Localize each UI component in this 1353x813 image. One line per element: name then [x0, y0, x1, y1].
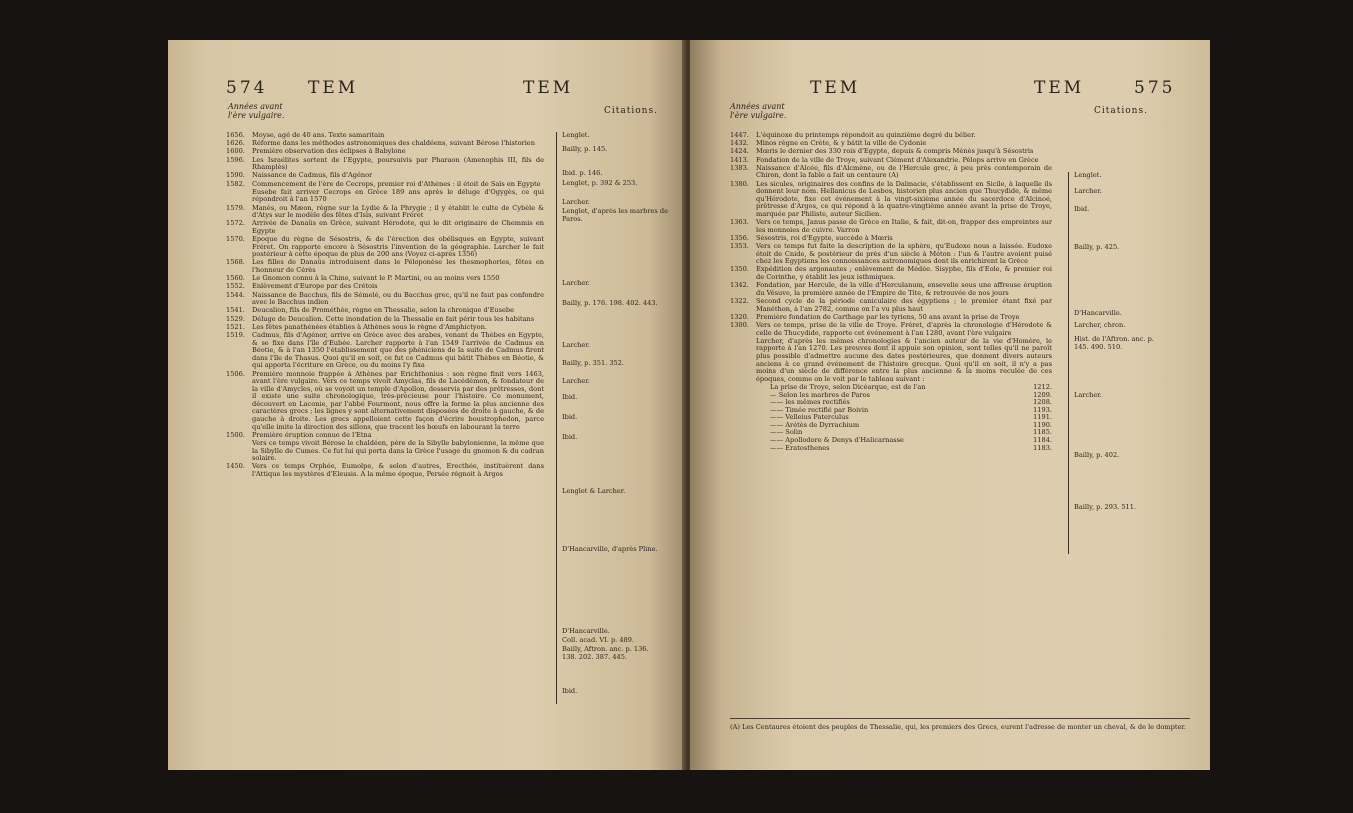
entry: 1320. Première fondation de Carthage par les tyriens, 50 ans avant la prise de Troye: [730, 312, 1020, 321]
citations-column: [1074, 132, 1194, 732]
entry: 1353. Vers ce temps fut faite la description de la sphère, qu'Eudoxe nous a laissée. Eudoxe étoit de Cnide, & postérieur de près d'un siècle à Méton : l'un & l'autre avoient puisé chez les Egyptiens les connoissances astronomiques dont ils enrichirent la Grèce: [730, 242, 1052, 266]
citation: Bailly, Aftron. anc. p. 136. 138. 202. 387. 445.: [562, 645, 649, 661]
entry: 1600. Première observation des éclipses à Babylone: [226, 147, 406, 156]
citation: Larcher.: [562, 198, 590, 206]
citation: Lenglet.: [1074, 171, 1102, 179]
entry: 1500. Première éruption connue de l'Etna: [226, 430, 372, 439]
entry: 1572. Arrivée de Danaüs en Grèce, suivant Hérodote, qui le dit originaire de Chemmis en Egypte: [226, 219, 544, 235]
entry: 1506. Première monnoie frappée à Athènes par Erichthonius : son règne finit vers 1463, avant l'ère vulgaire. Vers ce temps vivoit Amyclas, fils de Lacédémon, & fondateur de la ville d'Amycles, où se voyoit un temple d'Apollon, desservis par des prêtresses, dont il existe une suite chronologique, très-précieuse pour l'histoire. Ce monument, découvert en Laconie, par l'abbé Fourmont, nous offre la forme la plus ancienne des caractères grecs ; les lignes y sont alternativement disposées de droite à gauche, & de gauche à droite. Les grecs appelloient cette façon d'écrire boustrophedon, parce qu'elle imite la direction des sillons, que tracent les bœufs en labourant la terre: [226, 369, 544, 431]
entry: 1560. Le Gnomon connu à la Chine, suivant le P. Martini, ou au moins vers 1550: [226, 274, 500, 283]
entry: 1529. Déluge de Deucalion. Cette inondation de la Thessalie en fait périr tous les habitans: [226, 314, 535, 323]
chronology-entries: [730, 132, 1052, 453]
entry: 1552. Enlèvement d'Europe par des Crétois: [226, 282, 378, 291]
entry: 1570. Epoque du règne de Sésostris, & de l'érection des obélisques en Egypte, suivant Fréret. On rapporte encore à Sésostris l'invention de la géographie. Larcher le fait postérieur à cette époque de plus de 200 ans (Voyez ci-après 1356): [226, 235, 544, 259]
table-intro: La prise de Troye, selon Dicéarque, est de l'an 1212.: [770, 382, 1052, 391]
entry: 1590. Naissance de Cadmus, fils d'Agénor: [226, 171, 373, 180]
column-subtitle: Années avant l'ère vulgaire.: [730, 102, 787, 120]
entry: Eusebe fait arriver Cecrops en Grèce 189 ans après le déluge d'Ogygès, ce qui répondroit à l'an 1570: [252, 187, 544, 204]
entry: 1656. Moyse, agé de 40 ans. Texte samaritain: [226, 131, 385, 139]
entry: 1432. Minos règne en Crète, & y bâtit la ville de Cydonie: [730, 139, 927, 148]
citation: Larcher.: [562, 279, 590, 287]
table-row: —— Arétès de Dyrrachium 1190.: [770, 420, 1052, 429]
citation: Bailly, p. 402.: [1074, 451, 1120, 459]
running-head-right: TEM: [523, 78, 574, 98]
entry: 1521. Les fêtes panathénées établies à Athènes sous le règne d'Amphictyon.: [226, 322, 487, 331]
citation: Ibid. p. 146.: [562, 169, 603, 177]
bracket-rule: [1068, 172, 1069, 554]
citation: Larcher, chron.: [1074, 321, 1126, 329]
bracket-rule: [556, 132, 557, 704]
citation: Lenglet, d'après les marbres de Paros.: [562, 207, 669, 223]
entry: 1363. Vers ce temps, Janus passe de Grèce en Italie, & fait, dit-on, frapper des empreintes sur les monnoies de cuivre. Varron: [730, 218, 1052, 234]
table-row: —— Velleius Paterculus 1191.: [770, 413, 1052, 422]
column-subtitle: Années avant l'ère vulgaire.: [228, 102, 285, 120]
citation: Lenglet, p. 392 & 253.: [562, 179, 638, 187]
citation: Ibid.: [562, 413, 578, 421]
entry: 1450. Vers ce temps Orphée, Eumolpe, & selon d'autres, Erecthée, instituèrent dans l'Attique les mystères d'Eleusis. A la même époque, Persée régnoit à Argos: [226, 462, 544, 478]
citation: Bailly, p. 145.: [562, 145, 608, 153]
citation: Ibid.: [562, 393, 578, 401]
page-number: 574: [226, 78, 268, 98]
citation: Ibid.: [562, 687, 578, 695]
entry: Vers ce temps vivoit Bérose le chaldéen, père de la Sibylle babylonienne, la même que la Sibylle de Cumes. Ce fut lui qui porta dans la Grèce l'usage du gnomon & du cadran solaire.: [252, 439, 544, 463]
citation: Bailly, p. 351. 352.: [562, 359, 625, 367]
footnote: (A) Les Centaures étoient des peuples de Thessalie, qui, les premiers des Grecs, eurent l'adresse de monter un cheval, & de le dompter.: [730, 723, 1186, 731]
entry: 1582. Commencement de l'ère de Cecrops, premier roi d'Athènes : il étoit de Saïs en Egypte: [226, 179, 541, 188]
citation: Hist. de l'Aftron. anc. p. 145. 490. 510.: [1074, 335, 1154, 351]
citations-column: [562, 132, 680, 770]
entry: 1579. Manès, ou Mæon, règne sur la Lydie & la Phrygie ; il y établit le culte de Cybèle & d'Atys sur le modèle des fêtes d'Isis, suivant Fréret: [226, 203, 544, 220]
entry: 1424. Mœris le dernier des 330 rois d'Egypte, depuis & compris Ménès jusqu'à Sésostris: [730, 147, 1034, 156]
entry: 1519. Cadmus, fils d'Agénor, arrive en Grèce avec des arabes, venant de Thèbes en Egypte, & se fixe dans l'île d'Eubée. Larcher rapporte à l'an 1549 l'arrivée de Cadmus en Béotie, & à l'an 1350 l'établissement que des phéniciens de la suite de Cadmus firent dans l'île de Thasus. Quoi qu'il en soit, ce fut ce Cadmus qui bâtit Thèbes en Béotie, & qui apporta l'écriture en Grèce, ou du moins l'y fixa: [226, 330, 544, 370]
entry: 1383. Naissance d'Alcée, fils d'Alcmène, ou de l'Hercule grec, à peu près contemporain de Chiron, dont la fable a fait un centaure (A): [730, 163, 1052, 180]
citation: Ibid.: [1074, 205, 1090, 213]
citation: Bailly, p. 425.: [1074, 243, 1120, 251]
table-row: —— Solin 1185.: [770, 428, 1052, 437]
citation: Larcher.: [1074, 187, 1102, 195]
entry: 1626. Réforme dans les méthodes astronomiques des chaldéens, suivant Bérose l'historien: [226, 139, 535, 148]
page-number: 575: [1134, 78, 1176, 98]
citation: D'Hancarville, d'après Pline.: [562, 545, 658, 553]
citations-heading: Citations.: [604, 106, 658, 116]
citation: Larcher.: [562, 377, 590, 385]
table-row: —— Timée rectifié par Boivin 1193.: [770, 405, 1052, 414]
citation: Larcher.: [562, 341, 590, 349]
entry: 1596. Les Israélites sortent de l'Egypte, poursuivis par Pharaon (Amenophis III, fils de Rhamplès): [226, 155, 544, 172]
citations-heading: Citations.: [1094, 106, 1148, 116]
citation: Lenglet & Larcher.: [562, 487, 626, 495]
entry: 1568. Les filles de Danaüs introduisent dans le Péloponèse les thesmophories, fêtes en l'honneur de Cérès: [226, 258, 544, 275]
table-row: —— Eratosthenes 1183.: [770, 443, 1052, 452]
table-row: —— Apollodore & Denys d'Halicarnasse 1184.: [770, 436, 1052, 445]
entry: 1541. Deucalion, fils de Prométhée, règne en Thessalie, selon la chronique d'Eusebe: [226, 306, 515, 315]
footnote-divider: [730, 718, 1190, 719]
entry: 1350. Expédition des argonautes ; enlèvement de Médée. Sisyphe, fils d'Eole, & premier roi de Corinthe, y établit les jeux isthmiques.: [730, 265, 1052, 282]
entry: 1322. Second cycle de la période caniculaire des égyptiens ; le premier étant fixé par Manéthon, à l'an 2782, comme on l'a vu plus haut: [730, 297, 1052, 313]
troy-dates-table: [730, 384, 1052, 452]
citation: Ibid.: [562, 433, 578, 441]
running-head-left: TEM: [308, 78, 359, 98]
entry: 1300. Vers ce temps, prise de la ville de Troye. Fréret, d'après la chronologie d'Hérodote & celle de Thucydide, rapporte cet événement à l'an 1280, avant l'ère vulgaire: [730, 320, 1052, 337]
table-row: —— les mêmes rectifiés 1208.: [770, 398, 1052, 407]
citation: Larcher.: [1074, 391, 1102, 399]
citation: D'Hancarville.: [1074, 309, 1122, 317]
entry: 1413. Fondation de la ville de Troye, suivant Clément d'Alexandrie. Pélops arrive en Grèce: [730, 155, 1039, 164]
entry: Larcher, d'après les mêmes chronologies & l'ancien auteur de la vie d'Homère, le rapporte à l'an 1270. Les preuves dont il appuie son opinion, sont telles qu'il ne paroît plus possible d'admettre aucune des dates postérieures, que donnent divers auteurs anciens à ce grand événement de l'histoire grecque. Quoi qu'il en soit, il n'y a pas moins d'un siècle de différence entre la plus ancienne & la moins reculée de ces époques, comme on le voit par le tableau suivant :: [756, 336, 1052, 383]
left-page: [168, 40, 686, 770]
citation: D'Hancarville.: [562, 627, 610, 635]
entry: 1544. Naissance de Bacchus, fils de Sémelé, ou du Bacchus grec, qu'il ne faut pas confondre avec le Bacchus indien: [226, 290, 544, 307]
citation: Coll. acad. VI. p. 489.: [562, 636, 635, 644]
running-head-right: TEM: [1034, 78, 1085, 98]
table-row: — Selon les marbres de Paros 1209.: [770, 390, 1052, 399]
entry: 1447. L'équinoxe du printemps répondoit au quinzième degré du bélier.: [730, 131, 976, 139]
right-page: [690, 40, 1210, 770]
entry: 1380. Les sicules, originaires des confins de la Dalmacie, s'établissent en Sicile, à laquelle ils donnent leur nom. Hellanicus de Lesbos, historien plus ancien que Thucydide, & même qu'Hérodote, fixe cet événement à la vingt-sixième année du sacerdoce d'Alcinoé, prêtresse d'Argos, ce qui répond à la quatre-vingtième année avant la prise de Troye, marquée par Philiste, auteur Sicilien.: [730, 179, 1052, 218]
citation: Bailly, p. 176. 198. 402. 443.: [562, 299, 658, 307]
citation: Lenglet.: [562, 131, 590, 139]
chronology-entries: [226, 132, 544, 479]
citation: Bailly, p. 293. 511.: [1074, 503, 1137, 511]
entry: 1342. Fondation, par Hercule, de la ville d'Herculanum, ensevelie sous une affreuse éruption du Vésuve, la première année de l'Empire de Tite, & retrouvée de nos jours: [730, 281, 1052, 297]
running-head-left: TEM: [810, 78, 861, 98]
entry: 1356. Sésostris, roi d'Egypte, succède à Mœris: [730, 233, 893, 242]
